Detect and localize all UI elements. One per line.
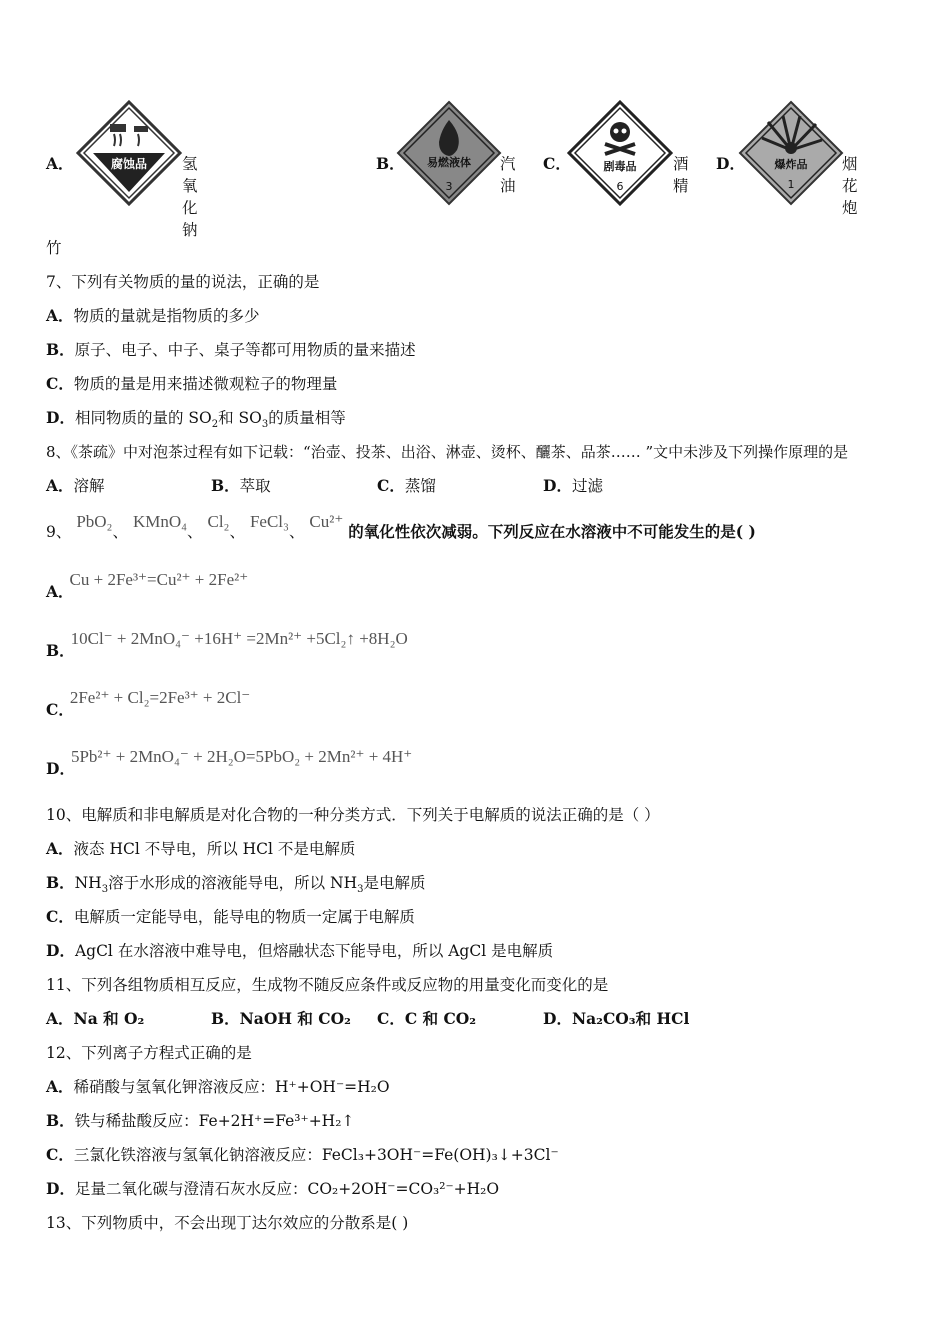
option-item: 氢氧化钠 [182, 155, 198, 239]
option-label: C． [543, 154, 571, 173]
toxic-hazard-icon [567, 100, 673, 206]
q10-option-b: B．$NH_3$溶于水形成的溶液能导电，所以 $NH_3$是电解质 [46, 873, 426, 896]
option-label: B． [376, 154, 405, 173]
sign-number: 1 [787, 178, 795, 191]
species-3: Cl₂ [207, 512, 230, 531]
q12-option-d: D．足量二氧化碳与澄清石灰水反应：CO₂+2OH⁻=CO₃²⁻+H₂O [46, 1179, 500, 1198]
q8-option-c: C．蒸馏 [377, 476, 436, 495]
sign-number: 3 [445, 180, 453, 193]
sign-text: 剧毒品 [603, 160, 637, 173]
q8-option-d: D．过滤 [543, 476, 603, 495]
q11-option-b: B．NaOH 和 CO₂ [211, 1009, 351, 1028]
corrosive-hazard-icon [76, 100, 182, 206]
q8-option-a: A．溶解 [46, 476, 105, 495]
q7-option-c: C．物质的量是用来描述微观粒子的物理量 [46, 374, 338, 393]
q11-option-a: A．Na 和 O₂ [46, 1009, 145, 1028]
q10-option-d: D．AgCl 在水溶液中难导电，但熔融状态下能导电，所以 AgCl 是电解质 [46, 941, 554, 960]
sign-text: 腐蚀品 [110, 157, 148, 171]
sign-number: 6 [616, 180, 624, 193]
q10-stem: 10、电解质和非电解质是对化合物的一种分类方式．下列关于电解质的说法正确的是（ ） [46, 806, 660, 824]
species-4: FeCl₃ [249, 512, 289, 531]
q7-option-d: D．相同物质的量的 $SO_2$和 $SO_3$的质量相等 [46, 408, 346, 431]
q13-stem: 13、下列物质中，不会出现丁达尔效应的分散系是( ) [46, 1214, 409, 1232]
q9-option-c: C．2Fe²⁺ + Cl₂=2Fe³⁺ + 2Cl⁻ [46, 688, 251, 719]
hazard-options-row [46, 100, 926, 239]
q9-stem: 9、 PbO₂、 KMnO₄、 Cl₂、 FeCl₃、 Cu²⁺ 的氧化性依次减弱。下列反应在水溶液中不可能发生的是( ) [46, 512, 756, 541]
q8-stem: 8、《茶疏》中对泡茶过程有如下记载：“治壶、投茶、出浴、淋壶、烫杯、釃茶、品茶…… ”文中未涉及下列操作原理的是 [46, 443, 849, 461]
option-item: 酒精 [673, 155, 689, 195]
option-item: 烟花炮 [842, 155, 858, 217]
q10-option-a: A．液态 HCl 不导电，所以 HCl 不是电解质 [46, 839, 356, 858]
q12-option-a: A．稀硝酸与氢氧化钾溶液反应：H⁺+OH⁻=H₂O [46, 1077, 390, 1096]
option-label: A． [46, 154, 74, 173]
q10-option-c: C．电解质一定能导电，能导电的物质一定属于电解质 [46, 907, 415, 926]
sign-text: 易燃液体 [427, 156, 471, 169]
q9-option-a: A．Cu + 2Fe³⁺=Cu²⁺ + 2Fe²⁺ [46, 570, 249, 601]
q11-stem: 11、下列各组物质相互反应，生成物不随反应条件或反应物的用量变化而变化的是 [46, 976, 609, 994]
flammable-liquid-hazard-icon [396, 100, 502, 206]
q7-option-a: A．物质的量就是指物质的多少 [46, 306, 260, 325]
species-2: KMnO₄ [132, 512, 188, 531]
q7-option-b: B．原子、电子、中子、桌子等都可用物质的量来描述 [46, 340, 416, 359]
q11-option-d: D．Na₂CO₃和 HCl [543, 1009, 690, 1028]
q12-option-b: B．铁与稀盐酸反应：Fe+2H⁺=Fe³⁺+H₂↑ [46, 1111, 355, 1130]
explosive-hazard-icon [738, 100, 844, 206]
q12-option-c: C．三氯化铁溶液与氢氧化钠溶液反应：FeCl₃+3OH⁻=Fe(OH)₃↓+3Cl⁻ [46, 1145, 559, 1164]
q8-option-b: B．萃取 [211, 476, 271, 495]
q9-option-d: D．5Pb²⁺ + 2MnO₄⁻ + 2H₂O=5PbO₂ + 2Mn²⁺ + 4H⁺ [46, 747, 413, 778]
species-1: PbO₂ [76, 512, 113, 531]
q9-option-b: B．10Cl⁻ + 2MnO₄⁻ +16H⁺ =2Mn²⁺ +5Cl₂↑ +8H₂O [46, 629, 408, 660]
option-item: 汽油 [500, 155, 516, 195]
species-5: Cu²⁺ [309, 512, 344, 531]
q6-tail: 竹 [46, 239, 62, 257]
q12-stem: 12、下列离子方程式正确的是 [46, 1044, 252, 1062]
option-label: D． [716, 154, 745, 173]
sign-text: 爆炸品 [774, 158, 808, 171]
q11-option-c: C．C 和 CO₂ [377, 1009, 477, 1028]
q7-stem: 7、下列有关物质的量的说法，正确的是 [46, 273, 320, 291]
